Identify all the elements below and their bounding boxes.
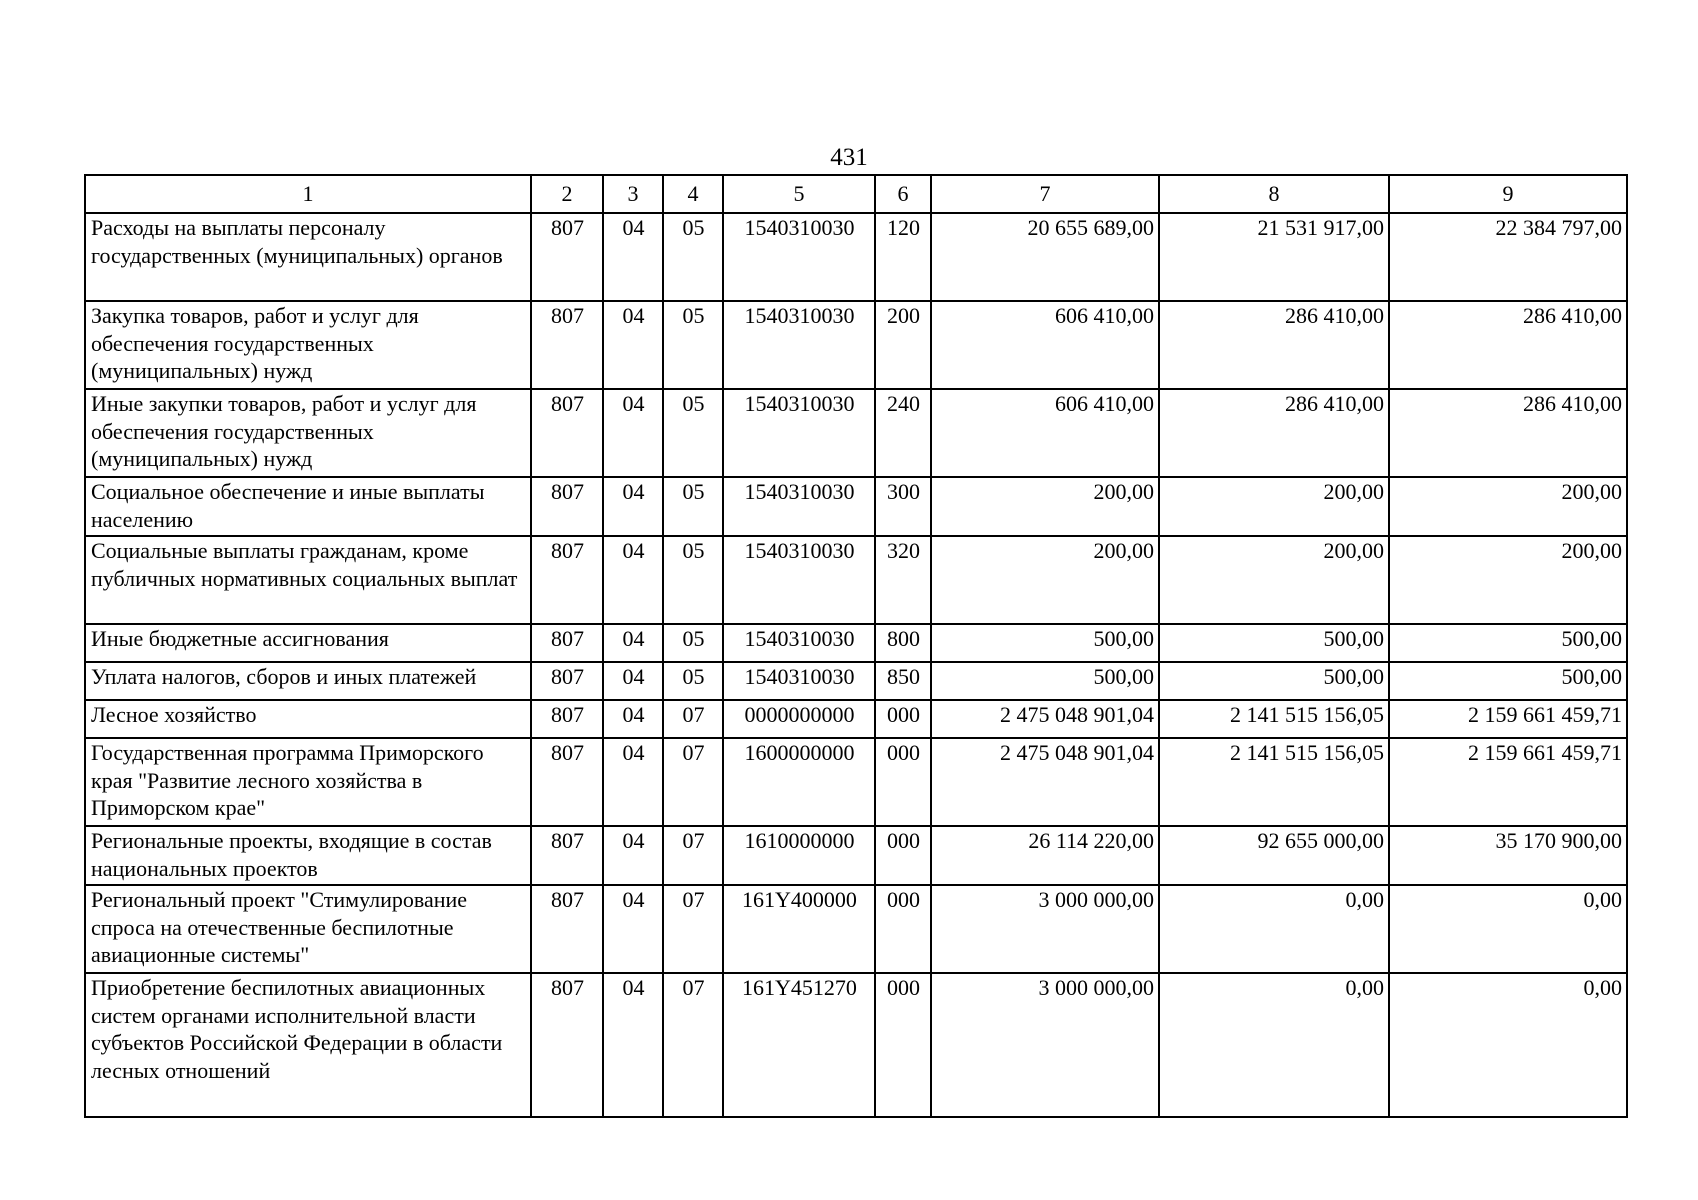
row-col-5: 0000000000	[723, 700, 875, 738]
row-col-3: 04	[603, 700, 663, 738]
row-name: Региональные проекты, входящие в состав национальных проектов	[85, 826, 531, 885]
row-col-6: 000	[875, 738, 931, 826]
row-col-5: 1600000000	[723, 738, 875, 826]
row-col-6: 000	[875, 826, 931, 885]
header-cell-3: 3	[603, 175, 663, 213]
table-row	[85, 624, 1627, 662]
row-col-4: 05	[663, 477, 723, 536]
row-col-4: 07	[663, 973, 723, 1117]
row-col-5: 1540310030	[723, 389, 875, 477]
row-value-8: 0,00	[1159, 973, 1389, 1117]
row-name: Иные бюджетные ассигнования	[85, 624, 531, 662]
row-value-8: 21 531 917,00	[1159, 213, 1389, 301]
row-col-3: 04	[603, 477, 663, 536]
row-col-5: 1540310030	[723, 624, 875, 662]
header-cell-1: 1	[85, 175, 531, 213]
row-value-8: 0,00	[1159, 885, 1389, 973]
row-col-6: 300	[875, 477, 931, 536]
row-col-6: 000	[875, 973, 931, 1117]
row-col-6: 000	[875, 885, 931, 973]
row-name: Социальное обеспечение и иные выплаты населению	[85, 477, 531, 536]
row-value-7: 606 410,00	[931, 301, 1159, 389]
header-cell-6: 6	[875, 175, 931, 213]
row-name: Закупка товаров, работ и услуг для обеспечения государственных (муниципальных) нужд	[85, 301, 531, 389]
row-value-7: 200,00	[931, 477, 1159, 536]
row-col-6: 200	[875, 301, 931, 389]
row-value-7: 500,00	[931, 624, 1159, 662]
table-row	[85, 213, 1627, 301]
row-value-8: 500,00	[1159, 662, 1389, 700]
row-col-3: 04	[603, 885, 663, 973]
row-col-2: 807	[531, 738, 603, 826]
row-value-7: 200,00	[931, 536, 1159, 624]
row-name: Государственная программа Приморского края "Развитие лесного хозяйства в Приморском крае"	[85, 738, 531, 826]
table-row	[85, 700, 1627, 738]
row-name: Иные закупки товаров, работ и услуг для обеспечения государственных (муниципальных) нужд	[85, 389, 531, 477]
row-value-9: 286 410,00	[1389, 389, 1627, 477]
row-col-5: 1540310030	[723, 477, 875, 536]
row-col-6: 320	[875, 536, 931, 624]
header-cell-2: 2	[531, 175, 603, 213]
row-col-6: 800	[875, 624, 931, 662]
row-col-3: 04	[603, 738, 663, 826]
row-value-8: 2 141 515 156,05	[1159, 738, 1389, 826]
row-col-4: 07	[663, 885, 723, 973]
row-value-9: 286 410,00	[1389, 301, 1627, 389]
row-col-5: 161Y400000	[723, 885, 875, 973]
header-cell-4: 4	[663, 175, 723, 213]
row-value-9: 500,00	[1389, 624, 1627, 662]
row-value-8: 286 410,00	[1159, 389, 1389, 477]
row-col-5: 1610000000	[723, 826, 875, 885]
row-value-7: 3 000 000,00	[931, 885, 1159, 973]
row-col-3: 04	[603, 389, 663, 477]
row-col-4: 07	[663, 738, 723, 826]
row-value-8: 92 655 000,00	[1159, 826, 1389, 885]
row-col-4: 05	[663, 389, 723, 477]
row-col-2: 807	[531, 477, 603, 536]
row-col-5: 161Y451270	[723, 973, 875, 1117]
row-col-3: 04	[603, 826, 663, 885]
row-col-4: 05	[663, 213, 723, 301]
row-col-6: 000	[875, 700, 931, 738]
table-row	[85, 738, 1627, 826]
row-col-2: 807	[531, 885, 603, 973]
row-col-2: 807	[531, 826, 603, 885]
row-col-5: 1540310030	[723, 662, 875, 700]
row-col-5: 1540310030	[723, 536, 875, 624]
row-col-3: 04	[603, 662, 663, 700]
row-value-7: 26 114 220,00	[931, 826, 1159, 885]
row-col-4: 05	[663, 301, 723, 389]
row-name: Региональный проект "Стимулирование спроса на отечественные беспилотные авиационные системы"	[85, 885, 531, 973]
row-value-9: 2 159 661 459,71	[1389, 700, 1627, 738]
row-value-9: 200,00	[1389, 477, 1627, 536]
row-col-6: 850	[875, 662, 931, 700]
table-row	[85, 536, 1627, 624]
row-col-2: 807	[531, 389, 603, 477]
header-cell-9: 9	[1389, 175, 1627, 213]
row-value-9: 500,00	[1389, 662, 1627, 700]
row-col-4: 05	[663, 662, 723, 700]
table-row	[85, 301, 1627, 389]
row-value-8: 200,00	[1159, 477, 1389, 536]
row-col-2: 807	[531, 700, 603, 738]
row-col-3: 04	[603, 973, 663, 1117]
row-value-7: 2 475 048 901,04	[931, 700, 1159, 738]
header-cell-7: 7	[931, 175, 1159, 213]
row-col-6: 120	[875, 213, 931, 301]
row-col-4: 05	[663, 536, 723, 624]
header-row	[85, 175, 1627, 213]
header-cell-5: 5	[723, 175, 875, 213]
row-name: Приобретение беспилотных авиационных систем органами исполнительной власти субъектов Российской Федерации в области лесных отношений	[85, 973, 531, 1117]
budget-table	[84, 174, 1628, 1118]
row-name: Социальные выплаты гражданам, кроме публичных нормативных социальных выплат	[85, 536, 531, 624]
row-col-5: 1540310030	[723, 213, 875, 301]
row-col-2: 807	[531, 624, 603, 662]
row-col-3: 04	[603, 536, 663, 624]
row-col-4: 05	[663, 624, 723, 662]
row-value-9: 22 384 797,00	[1389, 213, 1627, 301]
row-value-7: 20 655 689,00	[931, 213, 1159, 301]
row-col-4: 07	[663, 826, 723, 885]
row-name: Уплата налогов, сборов и иных платежей	[85, 662, 531, 700]
row-value-7: 500,00	[931, 662, 1159, 700]
row-value-8: 500,00	[1159, 624, 1389, 662]
row-value-8: 2 141 515 156,05	[1159, 700, 1389, 738]
row-value-7: 606 410,00	[931, 389, 1159, 477]
row-col-5: 1540310030	[723, 301, 875, 389]
row-value-9: 35 170 900,00	[1389, 826, 1627, 885]
header-cell-8: 8	[1159, 175, 1389, 213]
row-value-9: 0,00	[1389, 885, 1627, 973]
row-col-3: 04	[603, 213, 663, 301]
table-row	[85, 662, 1627, 700]
row-value-7: 2 475 048 901,04	[931, 738, 1159, 826]
table-row	[85, 826, 1627, 885]
row-col-2: 807	[531, 973, 603, 1117]
row-col-2: 807	[531, 536, 603, 624]
row-value-7: 3 000 000,00	[931, 973, 1159, 1117]
row-value-8: 286 410,00	[1159, 301, 1389, 389]
row-value-9: 2 159 661 459,71	[1389, 738, 1627, 826]
table-row	[85, 477, 1627, 536]
row-col-4: 07	[663, 700, 723, 738]
row-col-2: 807	[531, 213, 603, 301]
page-number: 431	[830, 144, 868, 171]
row-col-2: 807	[531, 301, 603, 389]
table-row	[85, 885, 1627, 973]
row-col-6: 240	[875, 389, 931, 477]
row-value-8: 200,00	[1159, 536, 1389, 624]
row-col-3: 04	[603, 301, 663, 389]
table-row	[85, 389, 1627, 477]
table-row	[85, 973, 1627, 1117]
row-value-9: 0,00	[1389, 973, 1627, 1117]
row-col-3: 04	[603, 624, 663, 662]
row-value-9: 200,00	[1389, 536, 1627, 624]
row-col-2: 807	[531, 662, 603, 700]
row-name: Лесное хозяйство	[85, 700, 531, 738]
row-name: Расходы на выплаты персоналу государственных (муниципальных) органов	[85, 213, 531, 301]
